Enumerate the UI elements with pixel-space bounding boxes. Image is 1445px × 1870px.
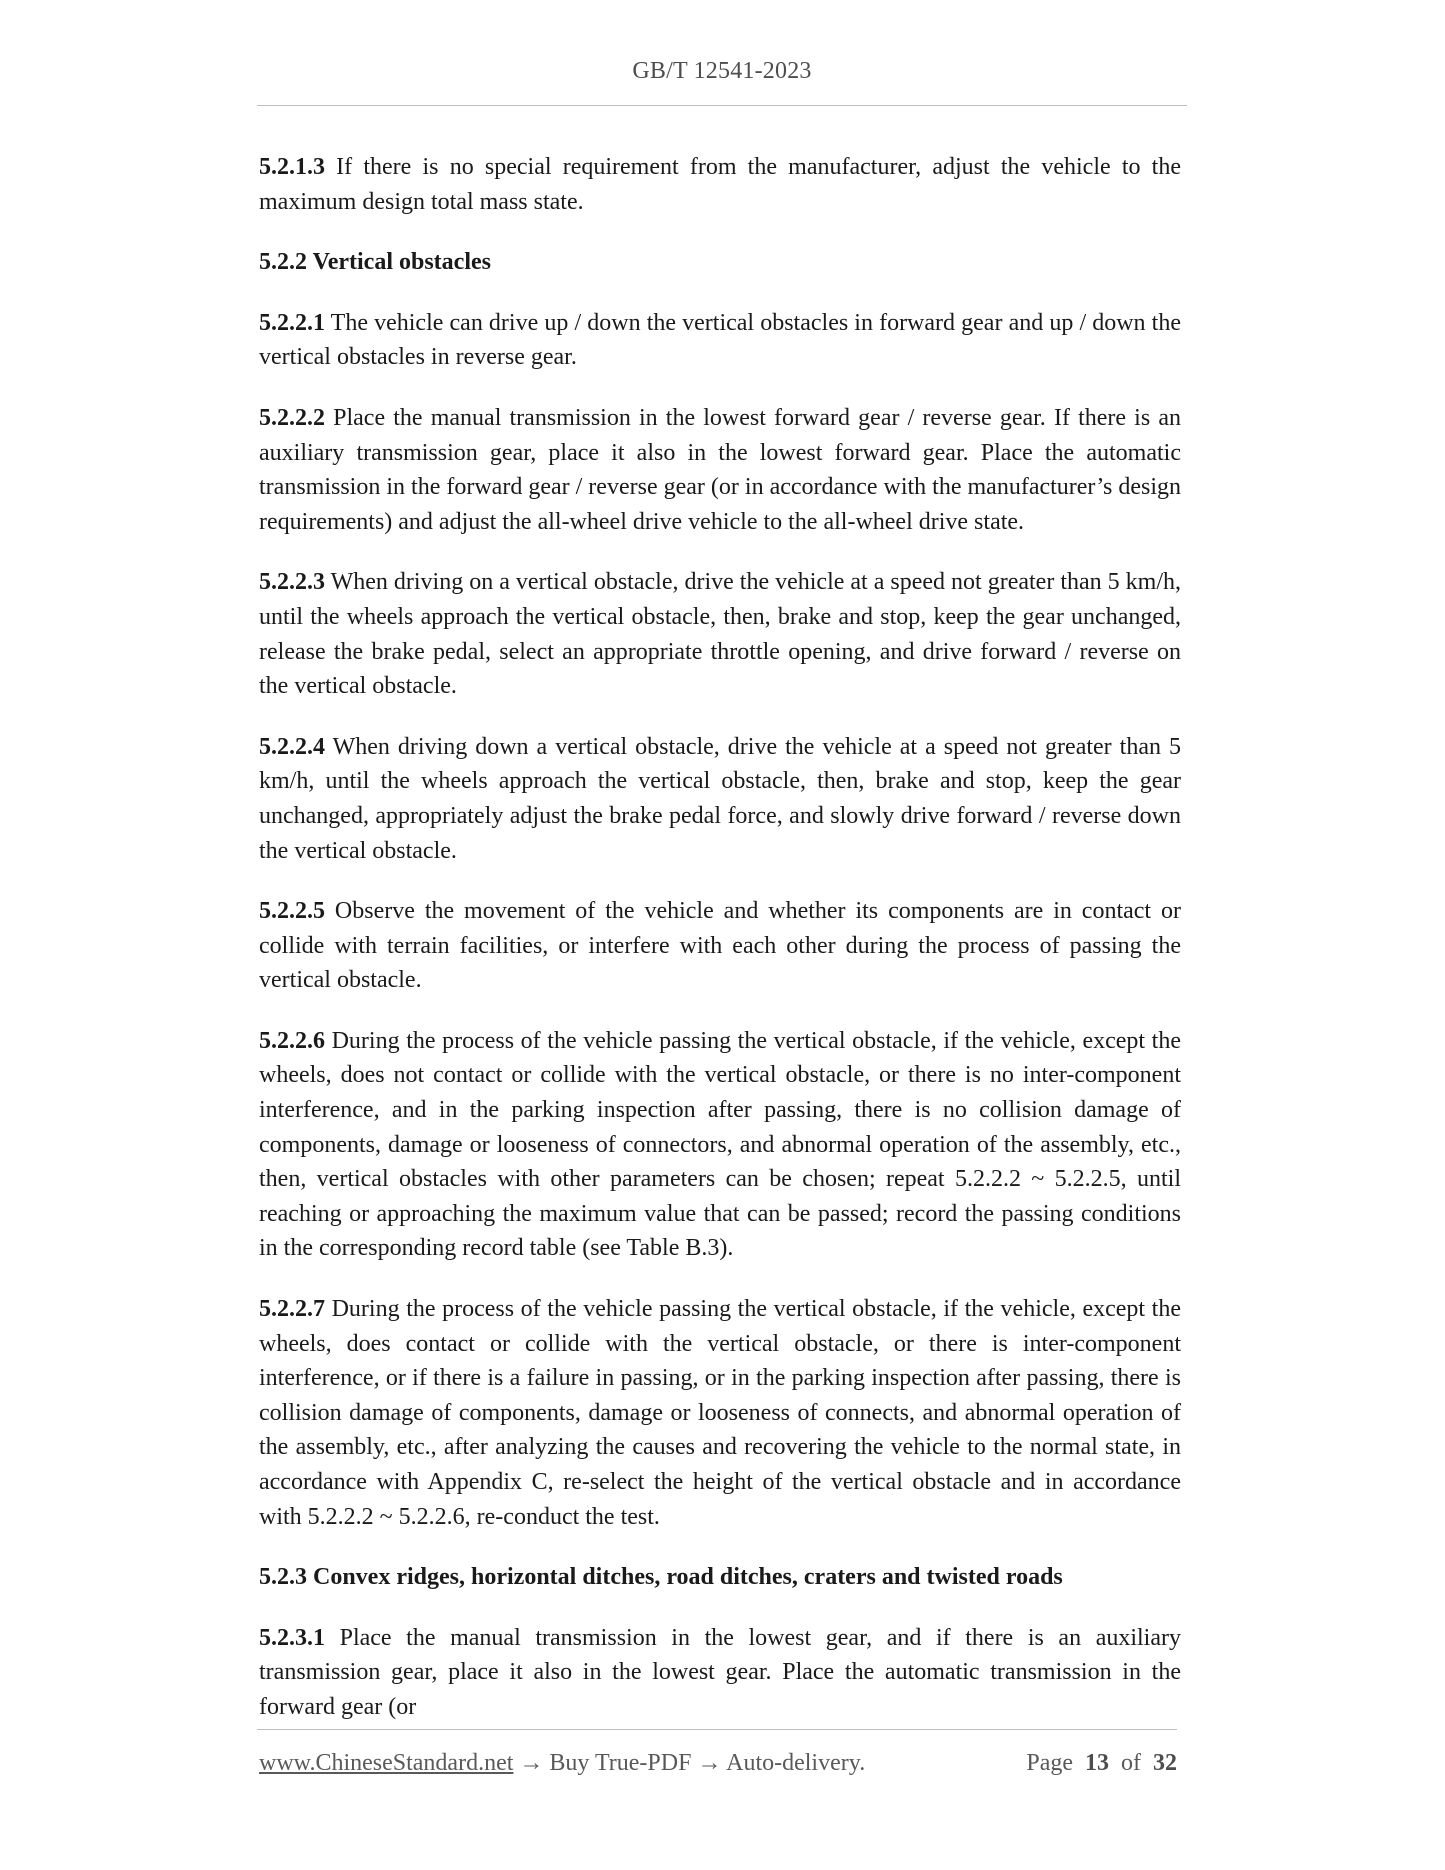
clause-5-2-2-7 xyxy=(259,1292,1181,1534)
clause-number: 5.2.2.2 xyxy=(259,404,325,431)
clause-5-2-2-4 xyxy=(259,730,1181,868)
footer-tagline: → Buy True-PDF → Auto-delivery. xyxy=(513,1750,866,1776)
section-heading-5-2-2: 5.2.2 Vertical obstacles xyxy=(259,249,491,276)
clause-5-2-1-3 xyxy=(259,150,1181,219)
clause-5-2-3-1 xyxy=(259,1621,1181,1725)
clause-text: Observe the movement of the vehicle and whether its components are in contact or collide with terrain facilities, or interfere with each other during the process of passing the vertical obstacle. xyxy=(259,898,1181,994)
of-word: of xyxy=(1121,1750,1141,1776)
clause-text: Place the manual transmission in the lowest forward gear / reverse gear. If there is an auxiliary transmission gear, place it also in the lowest forward gear. Place the automatic transmission in the forward gear / reverse gear (or in accordance with the manufacturer’s design requirements) and adjust the all-wheel drive vehicle to the all-wheel drive state. xyxy=(259,404,1181,535)
clause-text: During the process of the vehicle passing the vertical obstacle, if the vehicle, except the wheels, does not contact or collide with the vertical obstacle, or there is no inter-component interference, and in the parking inspection after passing, there is no collision damage of components, damage or looseness of connectors, and abnormal operation of the assembly, etc., then, vertical obstacles with other parameters can be chosen; repeat 5.2.2.2 ~ 5.2.2.5, until reaching or approaching the maximum value that can be passed; record the passing conditions in the corresponding record table (see Table B.3). xyxy=(259,1027,1181,1262)
clause-number: 5.2.2.5 xyxy=(259,898,325,925)
clause-text: Place the manual transmission in the lowest gear, and if there is an auxiliary transmission gear, place it also in the lowest gear. Place the automatic transmission in the forward gear (or xyxy=(259,1624,1181,1720)
footer-promo xyxy=(259,1750,865,1777)
clause-number: 5.2.2.1 xyxy=(259,309,325,336)
page-indicator xyxy=(1026,1750,1177,1777)
site-link[interactable]: www.ChineseStandard.net xyxy=(259,1750,514,1776)
clause-text: When driving down a vertical obstacle, drive the vehicle at a speed not greater than 5 km/h, until the wheels approach the vertical obstacle, then, brake and stop, keep the gear unchanged, appropriately adjust the brake pedal force, and slowly drive forward / reverse down the vertical obstacle. xyxy=(259,733,1181,864)
document-body xyxy=(259,150,1181,1751)
clause-number: 5.2.2.7 xyxy=(259,1296,325,1323)
page-total: 32 xyxy=(1153,1750,1177,1776)
clause-number: 5.2.1.3 xyxy=(259,154,325,180)
page-current: 13 xyxy=(1085,1750,1109,1776)
clause-number: 5.2.2.3 xyxy=(259,569,325,596)
clause-5-2-2-5 xyxy=(259,894,1181,998)
clause-5-2-2-3 xyxy=(259,565,1181,703)
clause-text: During the process of the vehicle passing the vertical obstacle, if the vehicle, except the wheels, does contact or collide with the vertical obstacle, or there is inter-component interference, or if there is a failure in passing, or in the parking inspection after passing, there is collision damage of components, damage or looseness of connects, and abnormal operation of the assembly, etc., after analyzing the causes and recovering the vehicle to the normal state, in accordance with Appendix C, re-select the height of the vertical obstacle and in accordance with 5.2.2.2 ~ 5.2.2.6, re-conduct the test. xyxy=(259,1296,1181,1530)
footer-divider xyxy=(257,1729,1177,1730)
header-divider xyxy=(257,105,1187,106)
clause-number: 5.2.3.1 xyxy=(259,1624,325,1651)
page-word: Page xyxy=(1026,1750,1073,1776)
clause-5-2-2-1 xyxy=(259,306,1181,375)
section-heading-5-2-3: 5.2.3 Convex ridges, horizontal ditches, road ditches, craters and twisted roads xyxy=(259,1564,1063,1591)
clause-number: 5.2.2.4 xyxy=(259,733,325,760)
clause-text: If there is no special requirement from the manufacturer, adjust the vehicle to the maximum design total mass state. xyxy=(259,154,1181,215)
clause-text: When driving on a vertical obstacle, drive the vehicle at a speed not greater than 5 km/h, until the wheels approach the vertical obstacle, then, brake and stop, keep the gear unchanged, release the brake pedal, select an appropriate throttle opening, and drive forward / reverse on the vertical obstacle. xyxy=(259,569,1181,700)
clause-number: 5.2.2.6 xyxy=(259,1027,325,1054)
clause-5-2-2-6 xyxy=(259,1024,1181,1266)
clause-text: The vehicle can drive up / down the vertical obstacles in forward gear and up / down the vertical obstacles in reverse gear. xyxy=(259,309,1181,371)
document-header-title: GB/T 12541-2023 xyxy=(632,58,812,84)
clause-5-2-2-2 xyxy=(259,401,1181,539)
